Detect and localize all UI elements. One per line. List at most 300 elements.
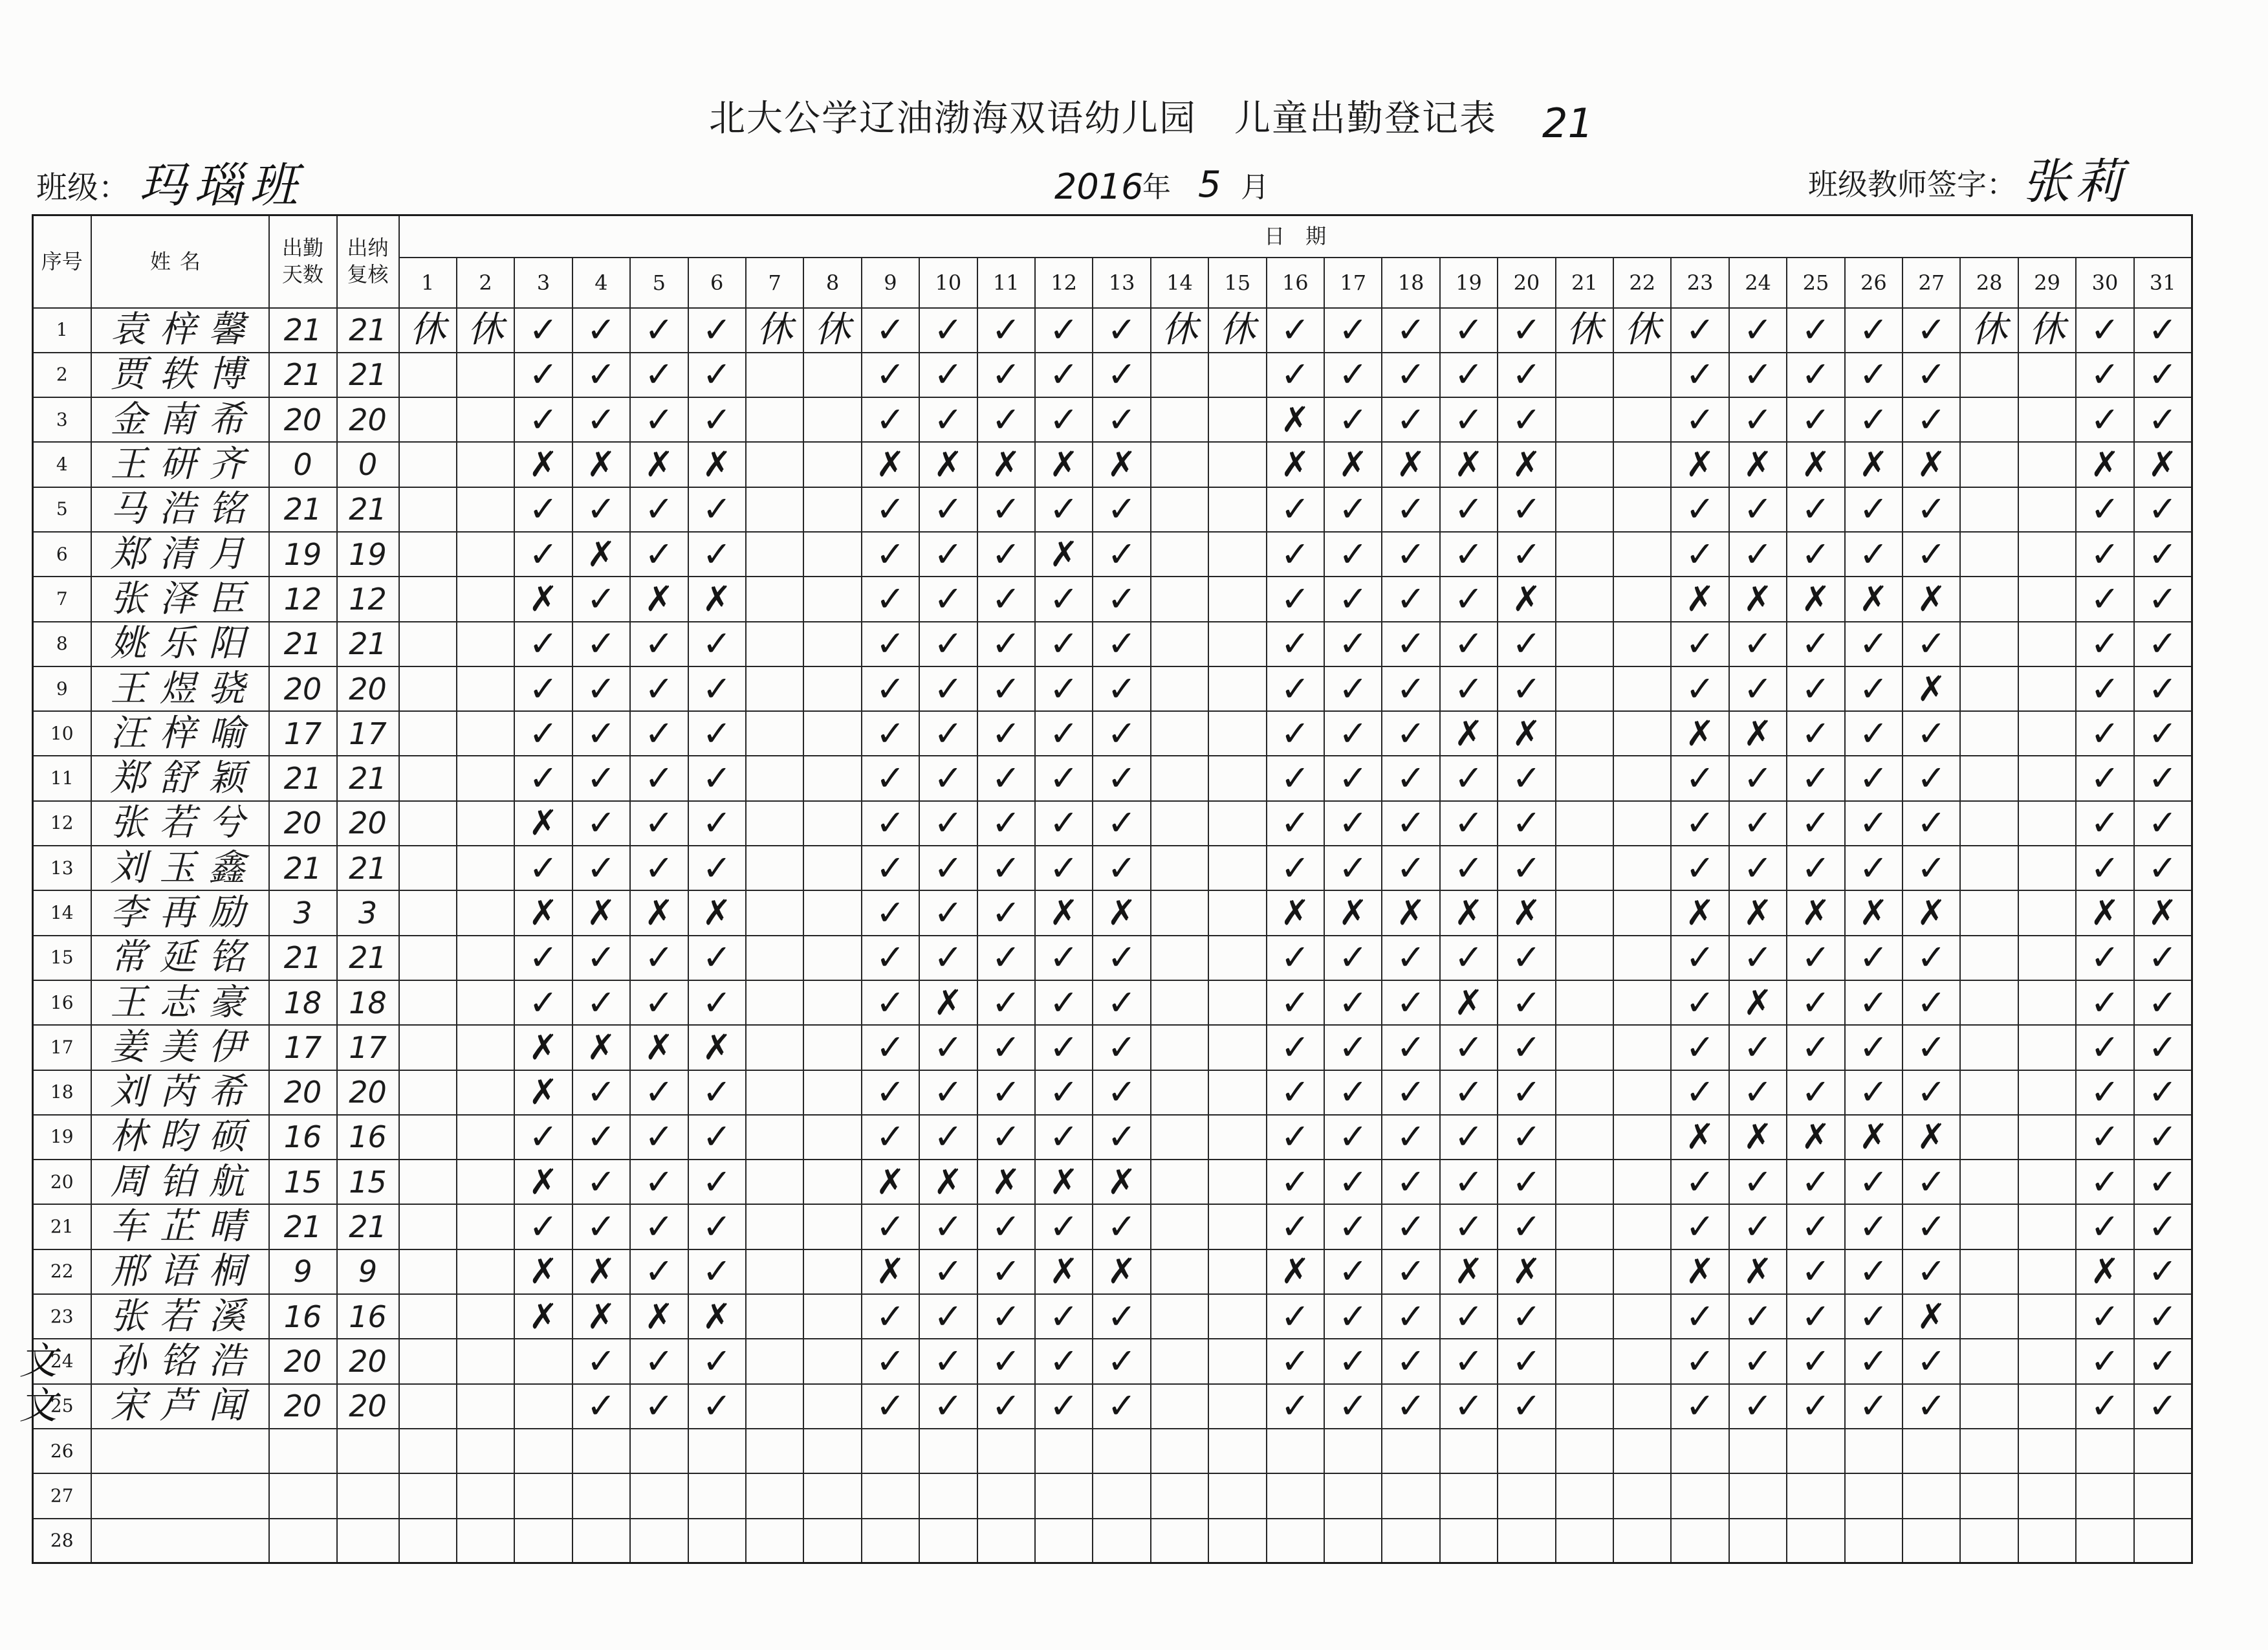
present-check-mark: ✓ <box>991 982 1021 1023</box>
attendance-mark-cell <box>1613 622 1671 666</box>
attendance-mark-cell <box>514 308 572 353</box>
present-check-mark: ✓ <box>991 623 1021 665</box>
present-check-mark: ✓ <box>2148 1385 2177 1427</box>
attendance-mark-cell <box>919 666 977 711</box>
attendance-mark-cell <box>803 577 861 621</box>
present-check-mark: ✓ <box>875 1206 906 1248</box>
attendance-mark-cell <box>1440 1519 1498 1563</box>
present-check-mark: ✓ <box>2148 847 2177 888</box>
attendance-mark-cell <box>803 1294 861 1339</box>
attendance-mark-cell <box>919 577 977 621</box>
attendance-mark-cell <box>1324 577 1382 621</box>
attendance-mark-cell <box>2134 1473 2192 1518</box>
attendance-mark-cell <box>399 1519 457 1563</box>
present-check-mark: ✓ <box>2148 712 2177 754</box>
present-check-mark: ✓ <box>644 802 674 844</box>
attendance-mark-cell <box>2134 890 2192 935</box>
attendance-mark-cell <box>746 1473 803 1518</box>
attendance-mark-cell <box>399 1294 457 1339</box>
attendance-mark-cell <box>1787 666 1844 711</box>
attendance-mark-cell <box>919 801 977 846</box>
attendance-mark-cell <box>1556 711 1613 756</box>
absent-cross-mark: ✗ <box>1280 399 1310 440</box>
attendance-mark-cell <box>1208 980 1266 1025</box>
attendance-mark-cell <box>457 1384 514 1429</box>
present-check-mark: ✓ <box>1049 1206 1079 1248</box>
attendance-mark-cell <box>977 1025 1035 1070</box>
present-check-mark: ✓ <box>1801 802 1831 844</box>
present-check-mark: ✓ <box>1859 1385 1888 1427</box>
attendance-mark-cell <box>630 756 688 800</box>
attendance-mark-cell <box>688 1339 746 1383</box>
rest-day-mark: 休 <box>1566 309 1603 351</box>
present-check-mark: ✓ <box>644 937 674 978</box>
present-check-mark: ✓ <box>875 668 906 709</box>
absent-cross-mark: ✗ <box>644 578 674 619</box>
attendance-mark-cell <box>2018 308 2076 353</box>
attendance-mark-cell <box>1960 1519 2018 1563</box>
attendance-mark-cell <box>1324 532 1382 577</box>
row-index-cell: 10 <box>33 711 91 756</box>
attendance-mark-cell <box>2076 308 2133 353</box>
attendance-mark-cell <box>1729 1115 1787 1160</box>
attendance-mark-cell <box>1960 397 2018 442</box>
attendance-mark-cell <box>746 353 803 397</box>
student-name-cell: 刘芮希 <box>91 1070 269 1115</box>
attendance-mark-cell <box>1845 487 1903 532</box>
present-check-mark: ✓ <box>1280 802 1310 844</box>
attendance-mark-cell <box>1382 801 1439 846</box>
row-index-cell: 13 <box>33 846 91 890</box>
present-check-mark: ✓ <box>702 712 732 754</box>
attendance-mark-cell <box>514 487 572 532</box>
present-check-mark: ✓ <box>991 354 1021 395</box>
row-index-cell: 15 <box>33 936 91 980</box>
attendance-mark-cell <box>1787 1249 1844 1294</box>
attendance-mark-cell <box>1960 532 2018 577</box>
attendance-mark-cell <box>2134 1339 2192 1383</box>
present-check-mark: ✓ <box>1107 309 1137 351</box>
attendance-mark-cell <box>2018 756 2076 800</box>
attendance-mark-cell <box>1556 622 1613 666</box>
attendance-mark-cell <box>1151 442 1208 487</box>
attendance-mark-cell <box>630 666 688 711</box>
attendance-mark-cell <box>572 1519 630 1563</box>
attendance-mark-cell <box>1960 353 2018 397</box>
cashier-check-cell: 12 <box>337 577 399 621</box>
attendance-days-cell <box>269 1473 337 1518</box>
attendance-days-cell: 21 <box>269 936 337 980</box>
attendance-mark-cell <box>746 397 803 442</box>
attendance-mark-cell <box>1035 1339 1093 1383</box>
present-check-mark: ✓ <box>1280 1295 1310 1337</box>
attendance-mark-cell <box>1903 666 1960 711</box>
present-check-mark: ✓ <box>644 1340 674 1381</box>
absent-cross-mark: ✗ <box>529 1072 558 1113</box>
row-index-cell: 25 <box>33 1384 91 1429</box>
cashier-check-cell: 20 <box>337 1070 399 1115</box>
attendance-mark-cell <box>862 1025 919 1070</box>
present-check-mark: ✓ <box>1512 623 1542 665</box>
margin-note-handwritten: 文 <box>19 1383 58 1428</box>
present-check-mark: ✓ <box>529 533 558 575</box>
attendance-days-cell: 19 <box>269 532 337 577</box>
student-name-cell: 常延铭 <box>91 936 269 980</box>
student-name-cell: 张若兮 <box>91 801 269 846</box>
absent-cross-mark: ✗ <box>1049 533 1079 575</box>
attendance-mark-cell <box>1035 1294 1093 1339</box>
attendance-mark-cell <box>1382 1070 1439 1115</box>
present-check-mark: ✓ <box>586 982 616 1023</box>
present-check-mark: ✓ <box>1280 1161 1310 1202</box>
absent-cross-mark: ✗ <box>702 578 732 619</box>
present-check-mark: ✓ <box>1685 802 1715 844</box>
attendance-mark-cell <box>514 1294 572 1339</box>
attendance-mark-cell <box>514 1473 572 1518</box>
attendance-mark-cell <box>1324 1204 1382 1249</box>
present-check-mark: ✓ <box>1743 533 1773 575</box>
attendance-mark-cell <box>1787 1429 1844 1473</box>
attendance-mark-cell <box>746 846 803 890</box>
attendance-mark-cell <box>1093 756 1150 800</box>
present-check-mark: ✓ <box>1859 1251 1888 1292</box>
attendance-mark-cell <box>1498 1025 1555 1070</box>
present-check-mark: ✓ <box>1512 758 1542 799</box>
present-check-mark: ✓ <box>644 847 674 888</box>
attendance-mark-cell <box>1208 487 1266 532</box>
present-check-mark: ✓ <box>702 802 732 844</box>
present-check-mark: ✓ <box>1917 937 1946 978</box>
attendance-mark-cell <box>514 1339 572 1383</box>
attendance-mark-cell <box>919 353 977 397</box>
absent-cross-mark: ✗ <box>1107 1161 1137 1202</box>
absent-cross-mark: ✗ <box>1801 444 1831 485</box>
present-check-mark: ✓ <box>1801 1340 1831 1381</box>
attendance-mark-cell <box>746 1519 803 1563</box>
attendance-mark-cell <box>399 1204 457 1249</box>
attendance-days-cell: 16 <box>269 1115 337 1160</box>
present-check-mark: ✓ <box>586 354 616 395</box>
attendance-mark-cell <box>977 1294 1035 1339</box>
attendance-mark-cell <box>572 1339 630 1383</box>
attendance-mark-cell <box>2134 756 2192 800</box>
present-check-mark: ✓ <box>1512 1295 1542 1337</box>
present-check-mark: ✓ <box>875 1295 906 1337</box>
day-number-header: 12 <box>1035 258 1093 308</box>
present-check-mark: ✓ <box>1743 489 1773 530</box>
attendance-mark-cell <box>1035 1519 1093 1563</box>
present-check-mark: ✓ <box>1801 533 1831 575</box>
attendance-mark-cell <box>1324 846 1382 890</box>
row-index-cell: 14 <box>33 890 91 935</box>
attendance-mark-cell <box>2018 890 2076 935</box>
present-check-mark: ✓ <box>2090 1385 2120 1427</box>
attendance-mark-cell <box>1324 1070 1382 1115</box>
present-check-mark: ✓ <box>1049 982 1079 1023</box>
attendance-mark-cell <box>1787 622 1844 666</box>
present-check-mark: ✓ <box>2090 758 2120 799</box>
present-check-mark: ✓ <box>1685 1072 1715 1113</box>
month-handwritten: 5 <box>1198 164 1221 206</box>
present-check-mark: ✓ <box>1338 1026 1368 1068</box>
attendance-mark-cell <box>977 622 1035 666</box>
attendance-mark-cell <box>1960 442 2018 487</box>
attendance-mark-cell <box>1671 756 1728 800</box>
attendance-mark-cell <box>1440 1070 1498 1115</box>
attendance-mark-cell <box>514 1070 572 1115</box>
attendance-mark-cell <box>1208 1115 1266 1160</box>
attendance-mark-cell <box>1151 1025 1208 1070</box>
attendance-mark-cell <box>2018 1429 2076 1473</box>
attendance-mark-cell <box>1729 1384 1787 1429</box>
present-check-mark: ✓ <box>702 399 732 440</box>
present-check-mark: ✓ <box>1396 1295 1426 1337</box>
attendance-mark-cell <box>630 353 688 397</box>
attendance-mark-cell <box>514 1204 572 1249</box>
present-check-mark: ✓ <box>1280 533 1310 575</box>
day-number-header: 20 <box>1498 258 1555 308</box>
attendance-mark-cell <box>1613 890 1671 935</box>
rest-day-mark: 休 <box>756 309 793 351</box>
present-check-mark: ✓ <box>875 1026 906 1068</box>
attendance-days-cell: 21 <box>269 846 337 890</box>
attendance-mark-cell <box>1498 890 1555 935</box>
attendance-mark-cell <box>1787 1384 1844 1429</box>
attendance-mark-cell <box>572 801 630 846</box>
attendance-mark-cell <box>977 1519 1035 1563</box>
attendance-mark-cell <box>919 308 977 353</box>
attendance-mark-cell <box>1960 1384 2018 1429</box>
attendance-mark-cell <box>1556 353 1613 397</box>
attendance-mark-cell <box>1324 1384 1382 1429</box>
present-check-mark: ✓ <box>586 623 616 665</box>
attendance-mark-cell <box>803 1204 861 1249</box>
attendance-mark-cell <box>2018 353 2076 397</box>
attendance-mark-cell <box>1093 1339 1150 1383</box>
present-check-mark: ✓ <box>1396 1206 1426 1248</box>
present-check-mark: ✓ <box>1743 937 1773 978</box>
day-number-header: 17 <box>1324 258 1382 308</box>
attendance-mark-cell <box>803 801 861 846</box>
attendance-mark-cell <box>919 936 977 980</box>
present-check-mark: ✓ <box>875 399 906 440</box>
present-check-mark: ✓ <box>1917 309 1946 351</box>
present-check-mark: ✓ <box>991 937 1021 978</box>
attendance-mark-cell <box>1613 442 1671 487</box>
attendance-mark-cell <box>919 532 977 577</box>
attendance-mark-cell <box>862 442 919 487</box>
attendance-mark-cell <box>1729 1473 1787 1518</box>
attendance-mark-cell <box>514 846 572 890</box>
attendance-mark-cell <box>1324 890 1382 935</box>
attendance-mark-cell <box>1845 1519 1903 1563</box>
attendance-mark-cell <box>977 442 1035 487</box>
attendance-mark-cell <box>399 397 457 442</box>
present-check-mark: ✓ <box>702 354 732 395</box>
present-check-mark: ✓ <box>529 489 558 530</box>
student-name-cell: 李再励 <box>91 890 269 935</box>
present-check-mark: ✓ <box>1280 758 1310 799</box>
attendance-mark-cell <box>1671 1519 1728 1563</box>
present-check-mark: ✓ <box>875 712 906 754</box>
absent-cross-mark: ✗ <box>644 444 674 485</box>
absent-cross-mark: ✗ <box>702 1026 732 1068</box>
attendance-mark-cell <box>399 846 457 890</box>
attendance-mark-cell <box>977 1429 1035 1473</box>
attendance-mark-cell <box>630 308 688 353</box>
attendance-mark-cell <box>862 666 919 711</box>
present-check-mark: ✓ <box>933 758 963 799</box>
present-check-mark: ✓ <box>1859 1161 1888 1202</box>
attendance-mark-cell <box>457 1294 514 1339</box>
present-check-mark: ✓ <box>2090 802 2120 844</box>
attendance-mark-cell <box>630 532 688 577</box>
student-row <box>33 1249 2192 1294</box>
present-check-mark: ✓ <box>875 533 906 575</box>
present-check-mark: ✓ <box>1280 489 1310 530</box>
absent-cross-mark: ✗ <box>702 1295 732 1337</box>
attendance-mark-cell <box>1440 1339 1498 1383</box>
attendance-mark-cell <box>1787 1160 1844 1204</box>
attendance-mark-cell <box>977 1115 1035 1160</box>
present-check-mark: ✓ <box>991 668 1021 709</box>
present-check-mark: ✓ <box>2090 1295 2120 1337</box>
attendance-mark-cell <box>1267 1249 1324 1294</box>
attendance-mark-cell <box>514 756 572 800</box>
attendance-mark-cell <box>1382 666 1439 711</box>
present-check-mark: ✓ <box>1743 309 1773 351</box>
attendance-mark-cell <box>630 1249 688 1294</box>
present-check-mark: ✓ <box>1685 489 1715 530</box>
attendance-mark-cell <box>1729 666 1787 711</box>
absent-cross-mark: ✗ <box>644 1026 674 1068</box>
attendance-mark-cell <box>919 1429 977 1473</box>
absent-cross-mark: ✗ <box>1512 712 1542 754</box>
attendance-mark-cell <box>572 397 630 442</box>
col-header-cashier-check-line1: 出纳 <box>347 235 389 260</box>
attendance-mark-cell <box>1960 1339 2018 1383</box>
day-number-header: 22 <box>1613 258 1671 308</box>
attendance-mark-cell <box>2018 1249 2076 1294</box>
attendance-mark-cell <box>2076 1473 2133 1518</box>
attendance-mark-cell <box>1671 442 1728 487</box>
day-number-header: 23 <box>1671 258 1728 308</box>
attendance-mark-cell <box>803 980 861 1025</box>
present-check-mark: ✓ <box>586 668 616 709</box>
cashier-check-cell: 21 <box>337 846 399 890</box>
attendance-mark-cell <box>457 1115 514 1160</box>
row-index-cell: 20 <box>33 1160 91 1204</box>
attendance-mark-cell <box>862 980 919 1025</box>
attendance-mark-cell <box>746 442 803 487</box>
absent-cross-mark: ✗ <box>1049 444 1079 485</box>
present-check-mark: ✓ <box>586 578 616 619</box>
present-check-mark: ✓ <box>1338 1206 1368 1248</box>
attendance-mark-cell <box>1729 397 1787 442</box>
attendance-mark-cell <box>977 936 1035 980</box>
attendance-mark-cell <box>457 1519 514 1563</box>
attendance-mark-cell <box>1903 1025 1960 1070</box>
attendance-mark-cell <box>1845 1473 1903 1518</box>
attendance-mark-cell <box>1556 487 1613 532</box>
attendance-mark-cell <box>1208 397 1266 442</box>
attendance-mark-cell <box>862 532 919 577</box>
absent-cross-mark: ✗ <box>1454 892 1484 933</box>
day-number-header: 27 <box>1903 258 1960 308</box>
attendance-mark-cell <box>803 1339 861 1383</box>
rest-day-mark: 休 <box>1971 309 2008 351</box>
teacher-signature-label: 班级教师签字： <box>1808 167 2016 202</box>
present-check-mark: ✓ <box>1049 1385 1079 1427</box>
cashier-check-cell: 20 <box>337 666 399 711</box>
attendance-mark-cell <box>688 1204 746 1249</box>
present-check-mark: ✓ <box>529 668 558 709</box>
attendance-mark-cell <box>572 487 630 532</box>
absent-cross-mark: ✗ <box>529 1251 558 1292</box>
present-check-mark: ✓ <box>1454 1161 1484 1202</box>
attendance-mark-cell <box>1208 1070 1266 1115</box>
attendance-mark-cell <box>1671 1249 1728 1294</box>
attendance-mark-cell <box>862 1519 919 1563</box>
present-check-mark: ✓ <box>644 1251 674 1292</box>
attendance-mark-cell <box>688 1160 746 1204</box>
attendance-mark-cell <box>688 801 746 846</box>
attendance-mark-cell <box>630 1339 688 1383</box>
attendance-mark-cell <box>803 756 861 800</box>
student-name-cell: 张泽臣 <box>91 577 269 621</box>
present-check-mark: ✓ <box>1917 623 1946 665</box>
attendance-mark-cell <box>1556 577 1613 621</box>
attendance-mark-cell <box>572 666 630 711</box>
attendance-mark-cell <box>1035 936 1093 980</box>
attendance-mark-cell <box>1151 666 1208 711</box>
present-check-mark: ✓ <box>644 1072 674 1113</box>
present-check-mark: ✓ <box>529 712 558 754</box>
student-name-cell <box>91 1519 269 1563</box>
cashier-check-cell: 16 <box>337 1294 399 1339</box>
cashier-check-cell: 9 <box>337 1249 399 1294</box>
present-check-mark: ✓ <box>702 1116 732 1158</box>
attendance-mark-cell <box>1382 308 1439 353</box>
attendance-mark-cell <box>1498 711 1555 756</box>
attendance-mark-cell <box>1267 353 1324 397</box>
attendance-mark-cell <box>1613 1249 1671 1294</box>
attendance-mark-cell <box>2018 1473 2076 1518</box>
present-check-mark: ✓ <box>1917 533 1946 575</box>
present-check-mark: ✓ <box>1338 1161 1368 1202</box>
attendance-mark-cell <box>1556 890 1613 935</box>
attendance-mark-cell <box>1903 487 1960 532</box>
present-check-mark: ✓ <box>1685 1026 1715 1068</box>
present-check-mark: ✓ <box>1280 1072 1310 1113</box>
attendance-mark-cell <box>1440 532 1498 577</box>
attendance-mark-cell <box>1960 487 2018 532</box>
attendance-mark-cell <box>1787 1070 1844 1115</box>
teacher-signature: 张莉 <box>2022 154 2128 210</box>
attendance-mark-cell <box>1903 801 1960 846</box>
present-check-mark: ✓ <box>1801 847 1831 888</box>
class-label: 班级： <box>36 170 130 206</box>
present-check-mark: ✓ <box>2148 937 2177 978</box>
present-check-mark: ✓ <box>1512 1072 1542 1113</box>
attendance-mark-cell <box>1208 622 1266 666</box>
present-check-mark: ✓ <box>1280 1116 1310 1158</box>
attendance-mark-cell <box>1151 487 1208 532</box>
present-check-mark: ✓ <box>991 892 1021 933</box>
attendance-mark-cell <box>862 622 919 666</box>
day-number-header: 7 <box>746 258 803 308</box>
attendance-mark-cell <box>919 1160 977 1204</box>
